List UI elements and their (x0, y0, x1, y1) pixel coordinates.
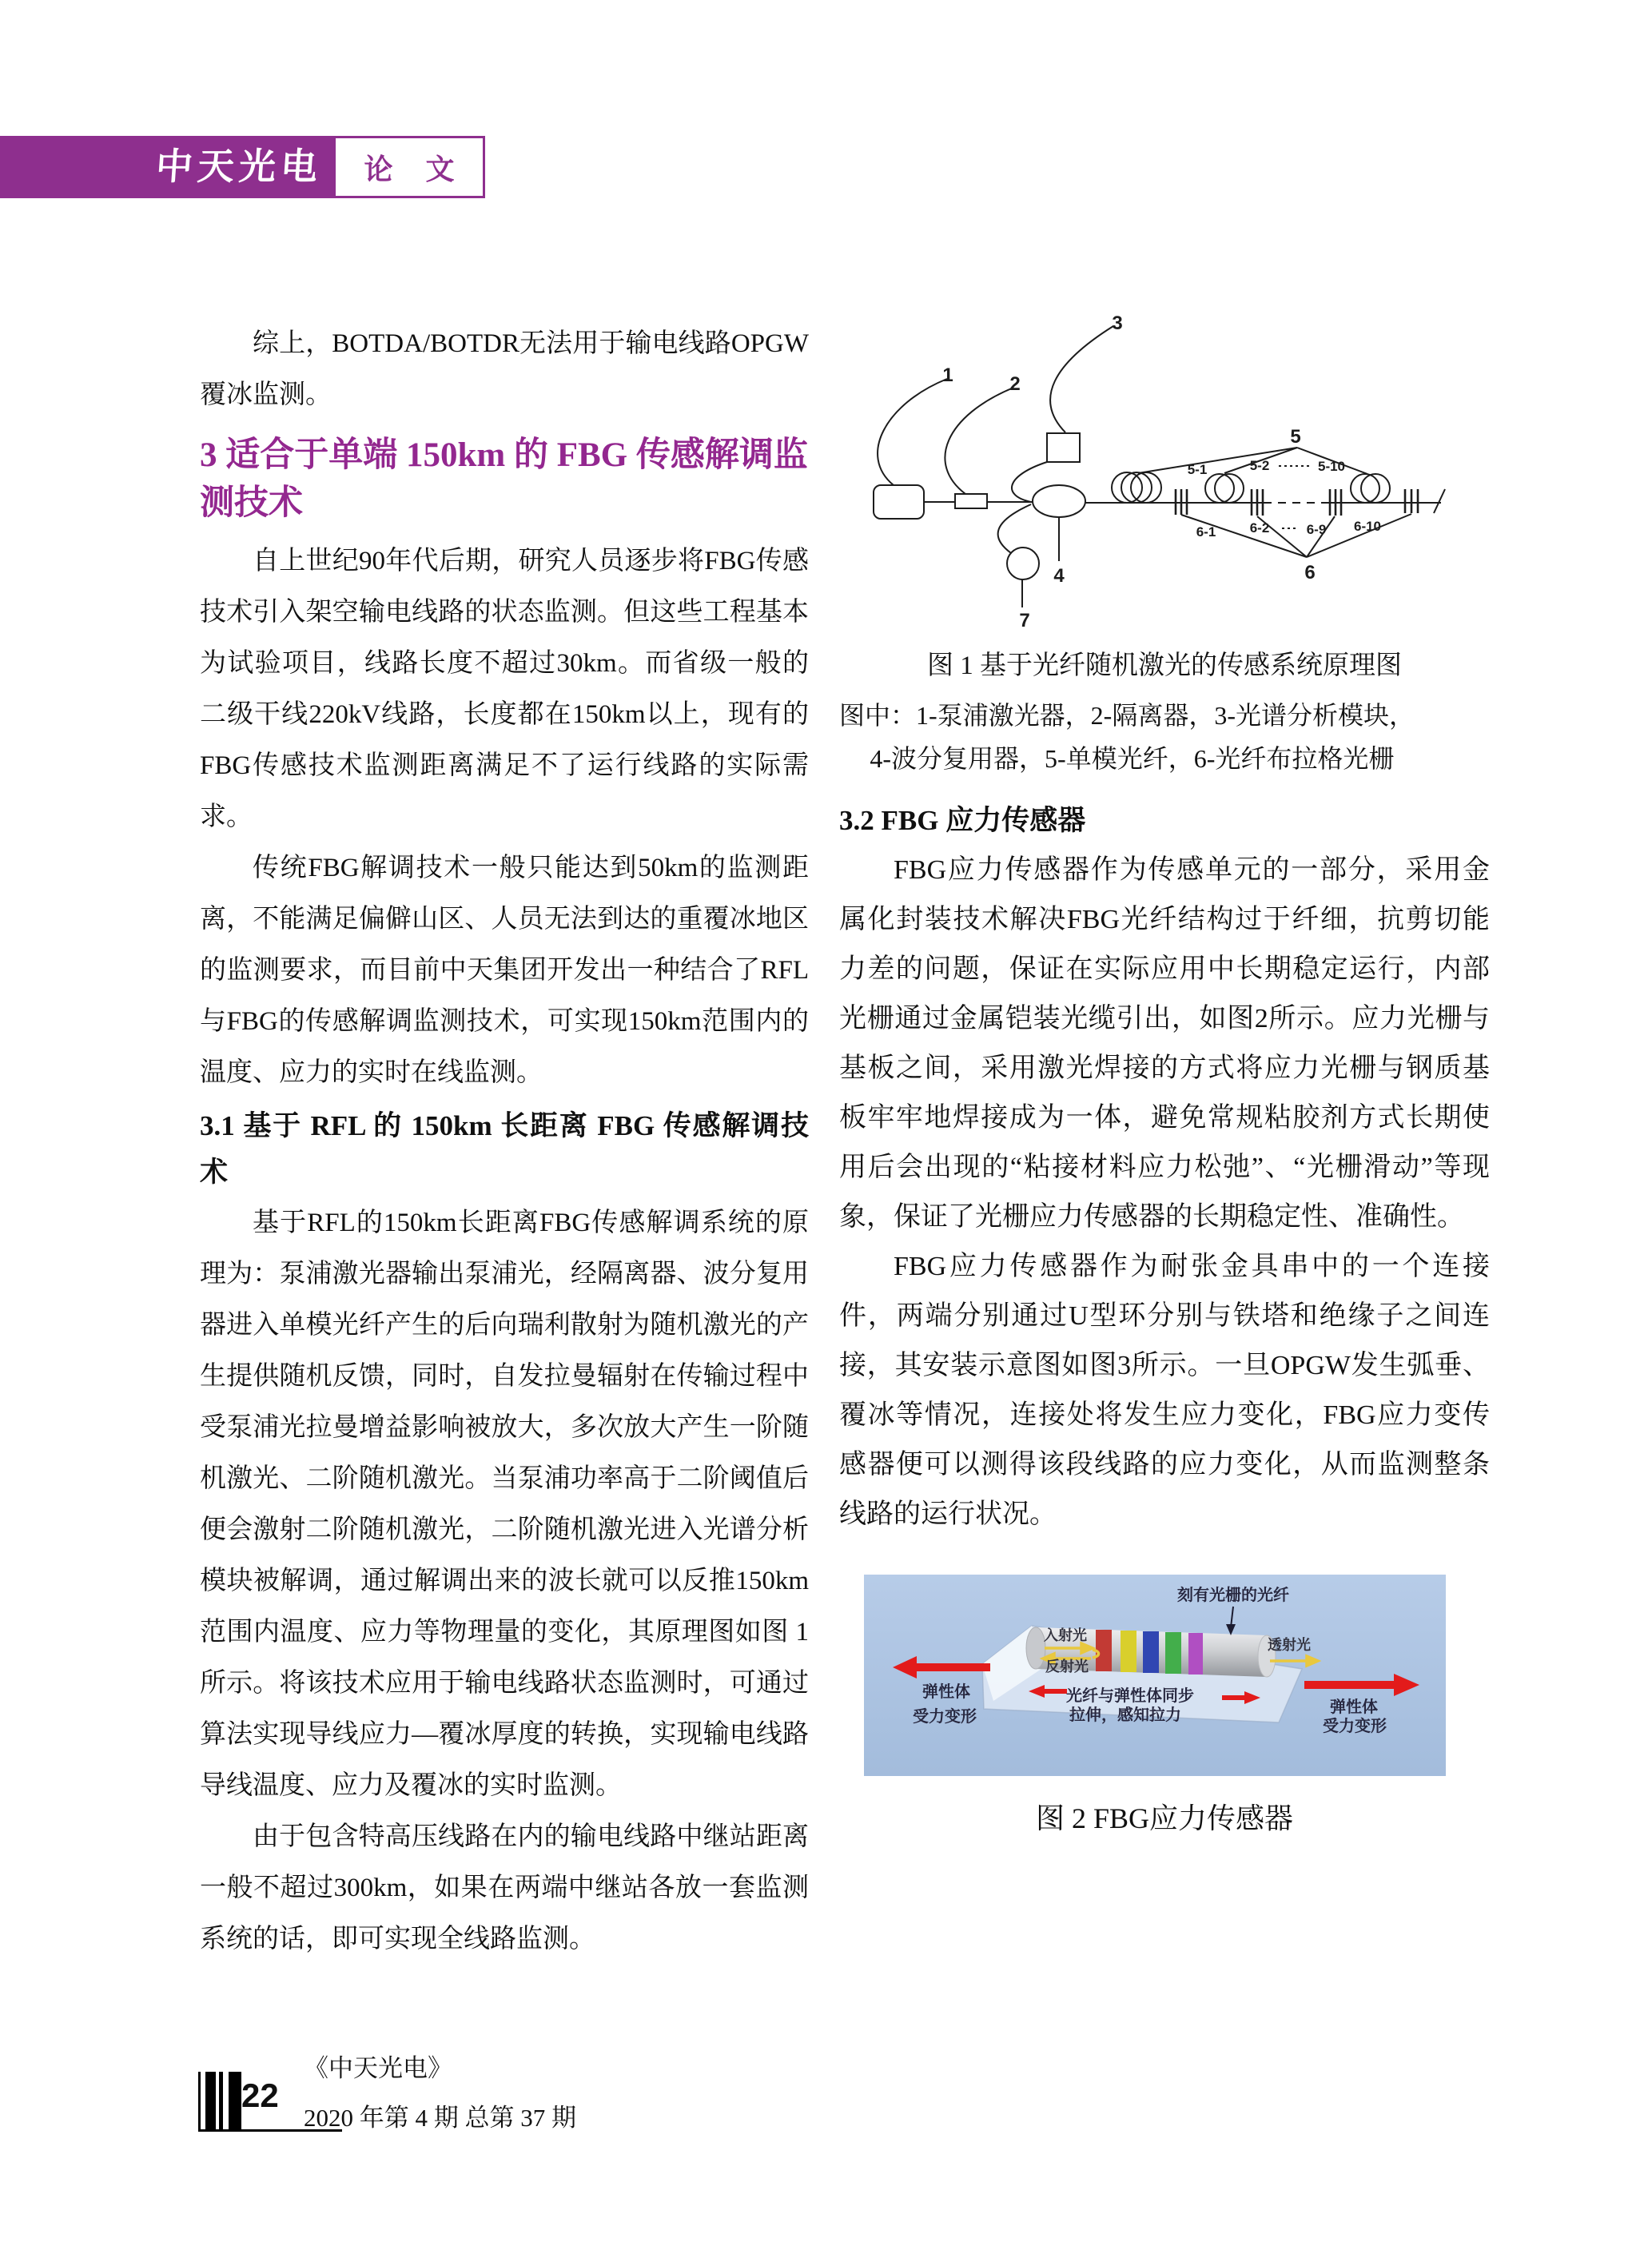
section-3-2-heading: 3.2 FBG 应力传感器 (839, 805, 1086, 836)
label-3: 3 (1112, 313, 1123, 334)
label-6-9: 6-9 (1306, 522, 1327, 537)
figure2-fbg-sensor-image (864, 1575, 1446, 1776)
paragraph-rfl-principle: 基于RFL的150km长距离FBG传感解调系统的原理为：泵浦激光器输出泵浦光，经隔离器、波分复用器进入单模光纤产生的后向瑞利散射为随机激光的产生提供随机反馈，同时，自发拉曼辐射在传输过程中受泵浦光拉曼增益影响被放大，多次放大产生一阶随机激光、二阶随机激光。当泵浦功率高于二阶阈值后便会激射二阶随机激光，二阶随机激光进入光谱分析模块被解调，通过解调出来的波长就可以反推150km范围内温度、应力等物理量的变化，其原理图如图 1所示。将该技术应用于输电线路状态监测时，可通过算法实现导线应力—覆冰厚度的转换，实现输电线路导线温度、应力及覆冰的实时监测。 (200, 1209, 809, 1800)
port-circle (1007, 548, 1039, 579)
left-column (200, 318, 809, 1965)
label-5: 5 (1290, 426, 1301, 448)
analyzer-connector (1012, 462, 1047, 502)
fan-line-5 (1138, 448, 1297, 473)
band-magenta (1188, 1633, 1203, 1675)
fiber-coil-3 (1351, 474, 1390, 503)
label-4: 4 (1053, 565, 1065, 587)
label-5-10: 5-10 (1317, 459, 1346, 474)
paragraph-relay-station: 由于包含特高压线路在内的输电线路中继站距离一般不超过300km，如果在两端中继站各放一套监测系统的话，即可实现全线路监测。 (200, 1822, 809, 1953)
label-6-10: 6-10 (1353, 519, 1382, 534)
figure1-legend-line2: 4-波分复用器，5-单模光纤，6-光纤布拉格光栅 (870, 744, 1395, 773)
paragraph-history: 自上世纪90年代后期，研究人员逐步将FBG传感技术引入架空输电线路的状态监测。但这些工程基本为试验项目，线路长度不超过30km。而省级一般的二级干线220kV线路，长度都在150km以上，现有的FBG传感技术监测距离满足不了运行线路的实际需求。 (200, 547, 809, 831)
figure1-caption: 图 1 基于光纤随机激光的传感系统原理图 (927, 651, 1402, 680)
isolator-box (955, 494, 987, 508)
paragraph-fbg-sensor: FBG应力传感器作为传感单元的一部分，采用金属化封装技术解决FBG光纤结构过于纤细，抗剪切能力差的问题，保证在实际应用中长期稳定运行，内部光栅通过金属铠装光缆引出，如图2所示。应力光栅与基板之间，采用激光焊接的方式将应力光栅与钢质基板牢牢地焊接成为一体，避免常规粘胶剂方式长期使用后会出现的“粘接材料应力松弛”、“光栅滑动”等现象，保证了光栅应力传感器的长期稳定性、准确性。 (839, 855, 1490, 1232)
label-5-1: 5-1 (1187, 462, 1208, 477)
right-column (839, 304, 1490, 1838)
right-elastomer-label: 弹性体 (1330, 1698, 1378, 1716)
section-3-heading: 3 适合于单端 150km 的 FBG 传感解调监测技术 (200, 436, 808, 522)
figure1-legend-line1: 图中：1-泵浦激光器，2-隔离器，3-光谱分析模块， (839, 701, 1415, 730)
figure2-caption: 图 2 FBG应力传感器 (1035, 1802, 1294, 1834)
sync-stretch-label-2: 拉伸，感知拉力 (1069, 1706, 1181, 1724)
reflected-light-label: 反射光 (1045, 1659, 1089, 1675)
transmitted-light-label: 透射光 (1268, 1637, 1311, 1653)
sync-stretch-label-1: 光纤与弹性体同步 (1066, 1687, 1194, 1705)
label-6: 6 (1304, 562, 1316, 583)
leader-line-3 (1050, 326, 1113, 432)
incident-light-label: 入射光 (1044, 1627, 1087, 1643)
section-3-1-heading: 3.1 基于 RFL 的 150km 长距离 FBG 传感解调技术 (200, 1110, 809, 1188)
fbg-grating-4 (1405, 489, 1418, 513)
fiber-coil-1 (1112, 472, 1161, 503)
page-number: 22 (241, 2077, 279, 2114)
pump-laser-box (874, 485, 924, 519)
left-deform-label: 受力变形 (913, 1708, 977, 1726)
port-connector (998, 504, 1031, 553)
paragraph-traditional-fbg: 传统FBG解调技术一般只能达到50km的监测距离，不能满足偏僻山区、人员无法到达的重覆冰地区的监测要求，而目前中天集团开发出一种结合了RFL与FBG的传感解调监测技术，可实现150km范围内的温度、应力的实时在线监测。 (200, 854, 809, 1087)
journal-name: 《中天光电》 (304, 2054, 452, 2082)
leader-line-1 (878, 379, 947, 485)
label-7: 7 (1019, 610, 1030, 631)
footer-barcode (198, 2072, 246, 2129)
label-2: 2 (1009, 373, 1021, 395)
figure1-legend (839, 694, 1490, 780)
article-type-label: 论 文 (364, 153, 468, 185)
band-green (1165, 1632, 1181, 1674)
label-5-2: 5-2 (1249, 458, 1270, 473)
fiber-end-slash (1434, 489, 1445, 513)
article-type-tag (333, 136, 485, 198)
label-6-2: 6-2 (1249, 520, 1270, 536)
spectrum-analyzer-box (1047, 433, 1080, 462)
leader-line-2 (945, 388, 1013, 494)
fiber-coil-2 (1205, 474, 1244, 503)
label-6-1: 6-1 (1196, 524, 1216, 540)
wdm-ellipse (1033, 485, 1085, 517)
journal-logo: 中天光电 (154, 146, 324, 187)
right-deform-label: 受力变形 (1323, 1718, 1387, 1735)
left-elastomer-label: 弹性体 (922, 1683, 970, 1701)
paragraph-fbg-install: FBG应力传感器作为耐张金具串中的一个连接件，两端分别通过U型环分别与铁塔和绝缘子之间连接，其安装示意图如图3所示。一旦OPGW发生弧垂、覆冰等情况，连接处将发生应力变化，FBG应力变传感器便可以测得该段线路的应力变化，从而监测整条线路的运行状况。 (839, 1252, 1490, 1529)
figure1-rfl-system-diagram (838, 304, 1517, 639)
issue-info: 2020 年第 4 期 总第 37 期 (304, 2104, 576, 2132)
band-blue (1143, 1631, 1159, 1673)
header-banner (0, 136, 333, 198)
label-1: 1 (942, 364, 953, 386)
paragraph-summary: 综上，BOTDA/BOTDR无法用于输电线路OPGW覆冰监测。 (200, 329, 809, 409)
band-yellow (1121, 1631, 1136, 1672)
engraved-fiber-label: 刻有光栅的光纤 (1177, 1587, 1289, 1604)
